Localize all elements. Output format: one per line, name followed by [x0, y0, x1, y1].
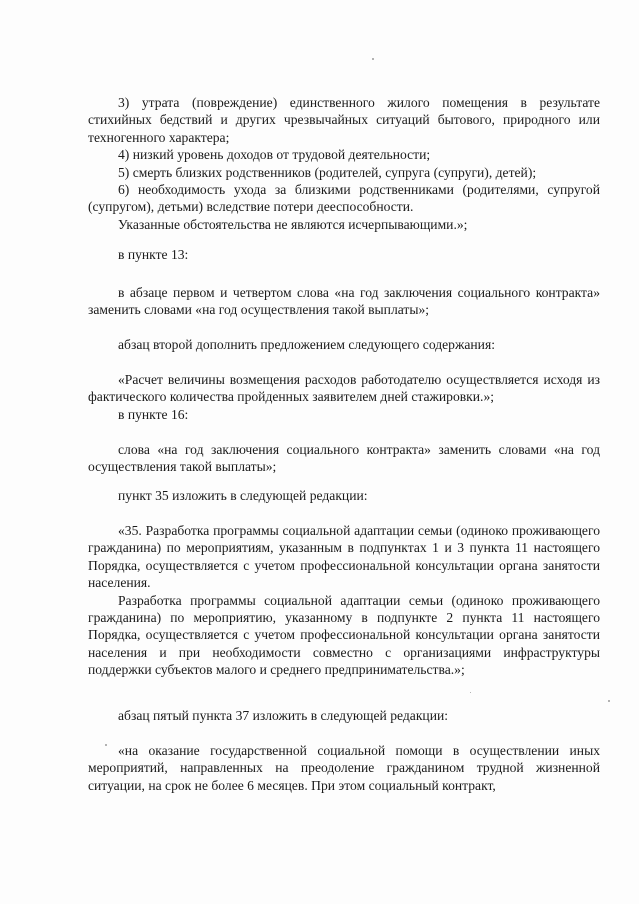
p13-quote-block — [88, 371, 600, 406]
paragraph-p37-text: «на оказание государственной социальной помощи в осуществлении иных мероприятий, направленных на преодоление гражданином трудной жизненной ситуации, на срок не более 6 месяцев. При этом социальный контракт, — [88, 743, 600, 793]
paragraph-not-exhaustive: Указанные обстоятельства не являются исчерпывающими.»; — [118, 216, 468, 232]
paragraph-p13-quote: «Расчет величины возмещения расходов работодателю осуществляется исходя из фактического количества пройденных заявителем дней стажировки.»; — [88, 372, 600, 405]
paragraph-p13-change: в абзаце первом и четвертом слова «на год заключения социального контракта» заменить словами «на год осуществления такой выплаты»; — [88, 285, 600, 318]
paragraph-item-5: 5) смерть близких родственников (родителей, супруга (супруги), детей); — [118, 164, 537, 180]
paragraph-p13-second: абзац второй дополнить предложением следующего содержания: — [118, 337, 495, 352]
paragraph-p16-change: слова «на год заключения социального контракта» заменить словами «на год осуществления такой выплаты»; — [88, 442, 600, 475]
p13-change-block — [88, 284, 600, 319]
p37-text-block — [88, 742, 600, 794]
paragraph-p13-heading: в пункте 13: — [118, 247, 189, 262]
p13-heading-block — [88, 246, 600, 263]
list-items-block — [88, 94, 600, 233]
p16-change-block — [88, 441, 600, 476]
p13-second-block — [88, 336, 600, 353]
p35-text-block — [88, 522, 600, 679]
paragraph-item-6: 6) необходимость ухода за близкими родственниками (родителями, супругой (супругом), детьми) вследствие потери дееспособности. — [88, 182, 600, 215]
scan-speck — [372, 58, 374, 60]
p35-heading-block — [88, 487, 600, 504]
scan-speck — [470, 692, 471, 693]
p37-heading-block — [88, 707, 600, 724]
scan-speck — [105, 744, 107, 746]
paragraph-item-3: 3) утрата (повреждение) единственного жилого помещения в результате стихийных бедствий и других чрезвычайных ситуаций бытового, природного или техногенного характера; — [88, 95, 600, 145]
scan-speck — [608, 700, 610, 702]
paragraph-p37-heading: абзац пятый пункта 37 изложить в следующей редакции: — [118, 708, 449, 723]
paragraph-p35-second: Разработка программы социальной адаптации семьи (одиноко проживающего гражданина) по мероприятию, указанному в подпункте 2 пункта 11 настоящего Порядка, осуществляется с учетом профессиональной консультации органа занятости населения и при необходимости совместно с организациями инфраструктуры поддержки субъектов малого и среднего предпринимательства.»; — [88, 592, 600, 678]
paragraph-p16-heading: в пункте 16: — [118, 407, 189, 422]
paragraph-item-4: 4) низкий уровень доходов от трудовой деятельности; — [118, 147, 431, 163]
paragraph-p35-first: «35. Разработка программы социальной адаптации семьи (одиноко проживающего гражданина) по мероприятиям, указанным в подпунктах 1 и 3 пункта 11 настоящего Порядка, осуществляется с учетом профессиональной консультации органа занятости населения. — [88, 523, 600, 591]
paragraph-p35-heading: пункт 35 изложить в следующей редакции: — [118, 488, 368, 503]
p16-heading-block — [88, 406, 600, 423]
